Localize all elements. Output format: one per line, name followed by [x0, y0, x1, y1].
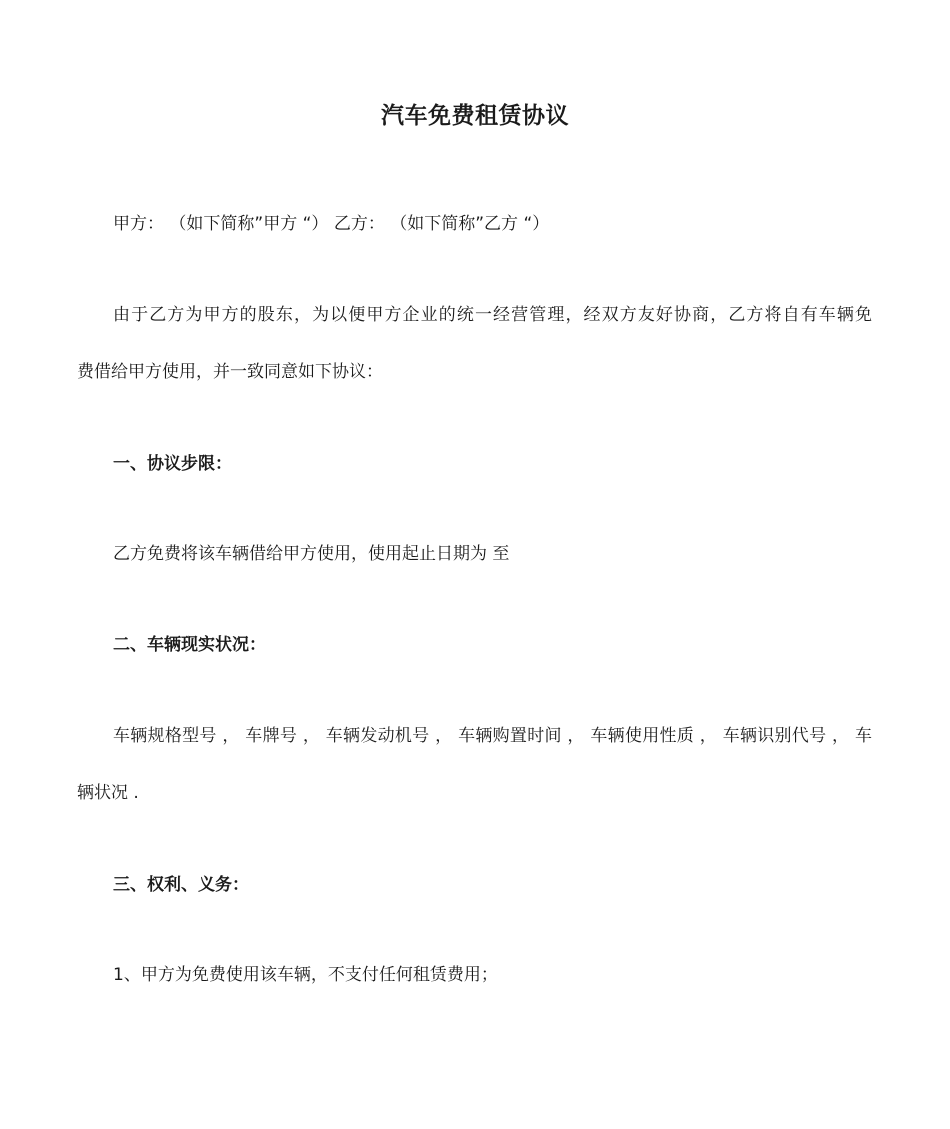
section-1-heading: 一、协议步限： [113, 454, 232, 474]
section-2-heading: 二、车辆现实状况： [113, 635, 266, 655]
section-1-body: 乙方免费将该车辆借给甲方使用，使用起止日期为 至 [113, 544, 510, 564]
section-3-item-1: 1、甲方为免费使用该车辆，不支付任何租赁费用； [113, 965, 498, 985]
section-3-heading: 三、权利、义务： [113, 875, 249, 895]
preamble-line-1: 由于乙方为甲方的股东，为以便甲方企业的统一经营管理，经双方友好协商，乙方将自有车辆免 [113, 305, 872, 325]
section-2-body-line-2: 辆状况 . [77, 783, 139, 803]
parties-line: 甲方： （如下简称”甲方 “） 乙方： （如下简称”乙方 “） [113, 214, 550, 234]
section-2-body-line-1: 车辆规格型号 ， 车牌号 ， 车辆发动机号 ， 车辆购置时间 ， 车辆使用性质 ， 车辆识别代号 ， 车 [113, 726, 873, 746]
preamble-line-2: 费借给甲方使用，并一致同意如下协议： [77, 362, 383, 382]
document-title: 汽车免费租赁协议 [381, 103, 569, 129]
